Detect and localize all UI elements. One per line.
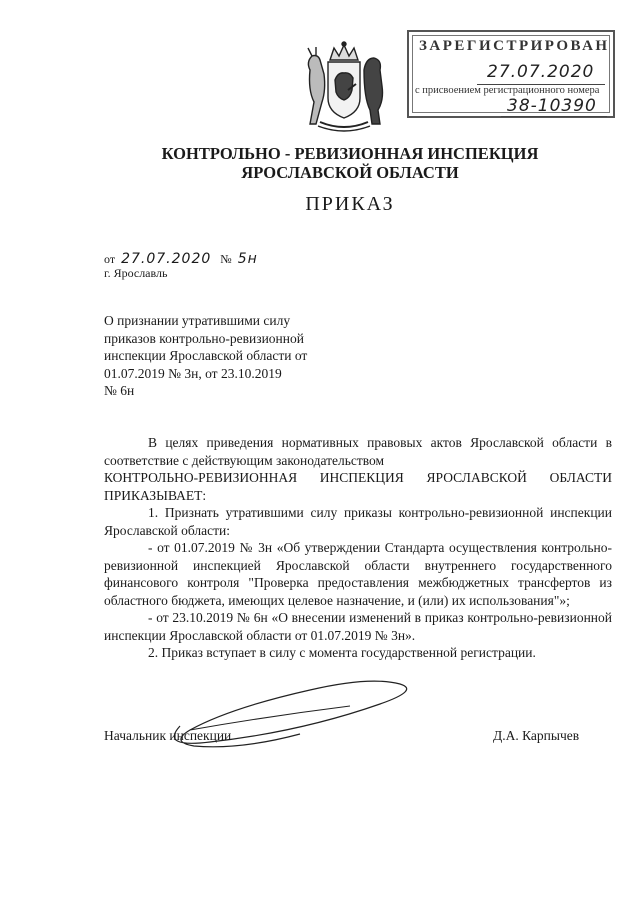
order-item-1a: - от 01.07.2019 № 3н «Об утверждении Стандарта осуществления контрольно-ревизионной инспекцией Ярославской области внутреннего государственного финансового контроля "Проверка предоставления межбюджетных трансфертов из областного бюджета, имеющих целевое назначение, и (или) их использования"»; [104,540,612,608]
number-prefix: № [220,252,232,266]
registration-stamp [407,30,615,118]
subject-line: О признании утратившими силу [104,313,291,328]
document-date: 27.07.2020 [121,251,212,267]
order-item-2: 2. Приказ вступает в силу с момента государственной регистрации. [148,645,536,660]
signatory-title: Начальник инспекции [104,728,232,743]
date-prefix: от [104,252,116,266]
document-type: ПРИКАЗ [305,193,395,215]
subject-line: инспекции Ярославской области от [104,348,308,363]
stamp-date: 27.07.2020 [487,62,595,82]
subject-line: приказов контрольно-ревизионной [104,330,304,346]
document-subject [104,312,364,400]
document-number: 5н [237,251,258,267]
handwritten-signature [150,676,430,756]
document-dateline [104,251,258,267]
organization-line-1: КОНТРОЛЬНО - РЕВИЗИОННАЯ ИНСПЕКЦИЯ [161,144,539,163]
signatory-name: Д.А. Карпычев [493,728,580,743]
order-item-1: 1. Признать утратившими силу приказы контрольно-ревизионной инспекции Ярославской области: [104,505,612,538]
order-item-1b: - от 23.10.2019 № 6н «О внесении изменений в приказ контрольно-ревизионной инспекции Ярославской области от 01.07.2019 № 3н». [104,610,612,643]
document-city: г. Ярославль [104,266,168,280]
body-intro: В целях приведения нормативных правовых актов Ярославской области в соответствие с действующим законодательством [104,435,612,468]
body-order-phrase: КОНТРОЛЬНО-РЕВИЗИОННАЯ ИНСПЕКЦИЯ ЯРОСЛАВСКОЙ ОБЛАСТИ ПРИКАЗЫВАЕТ: [104,470,612,503]
stamp-registration-number: 38-10390 [507,96,597,116]
document-body [104,434,612,662]
subject-line: 01.07.2019 № 3н, от 23.10.2019 [104,365,282,381]
coat-of-arms-icon [298,40,390,136]
subject-line: № 6н [104,383,135,398]
stamp-title: ЗАРЕГИСТРИРОВАН [419,38,610,54]
organization-name [100,144,600,182]
stamp-note: с присвоением регистрационного номера [415,85,600,96]
organization-line-2: ЯРОСЛАВСКОЙ ОБЛАСТИ [241,163,459,182]
